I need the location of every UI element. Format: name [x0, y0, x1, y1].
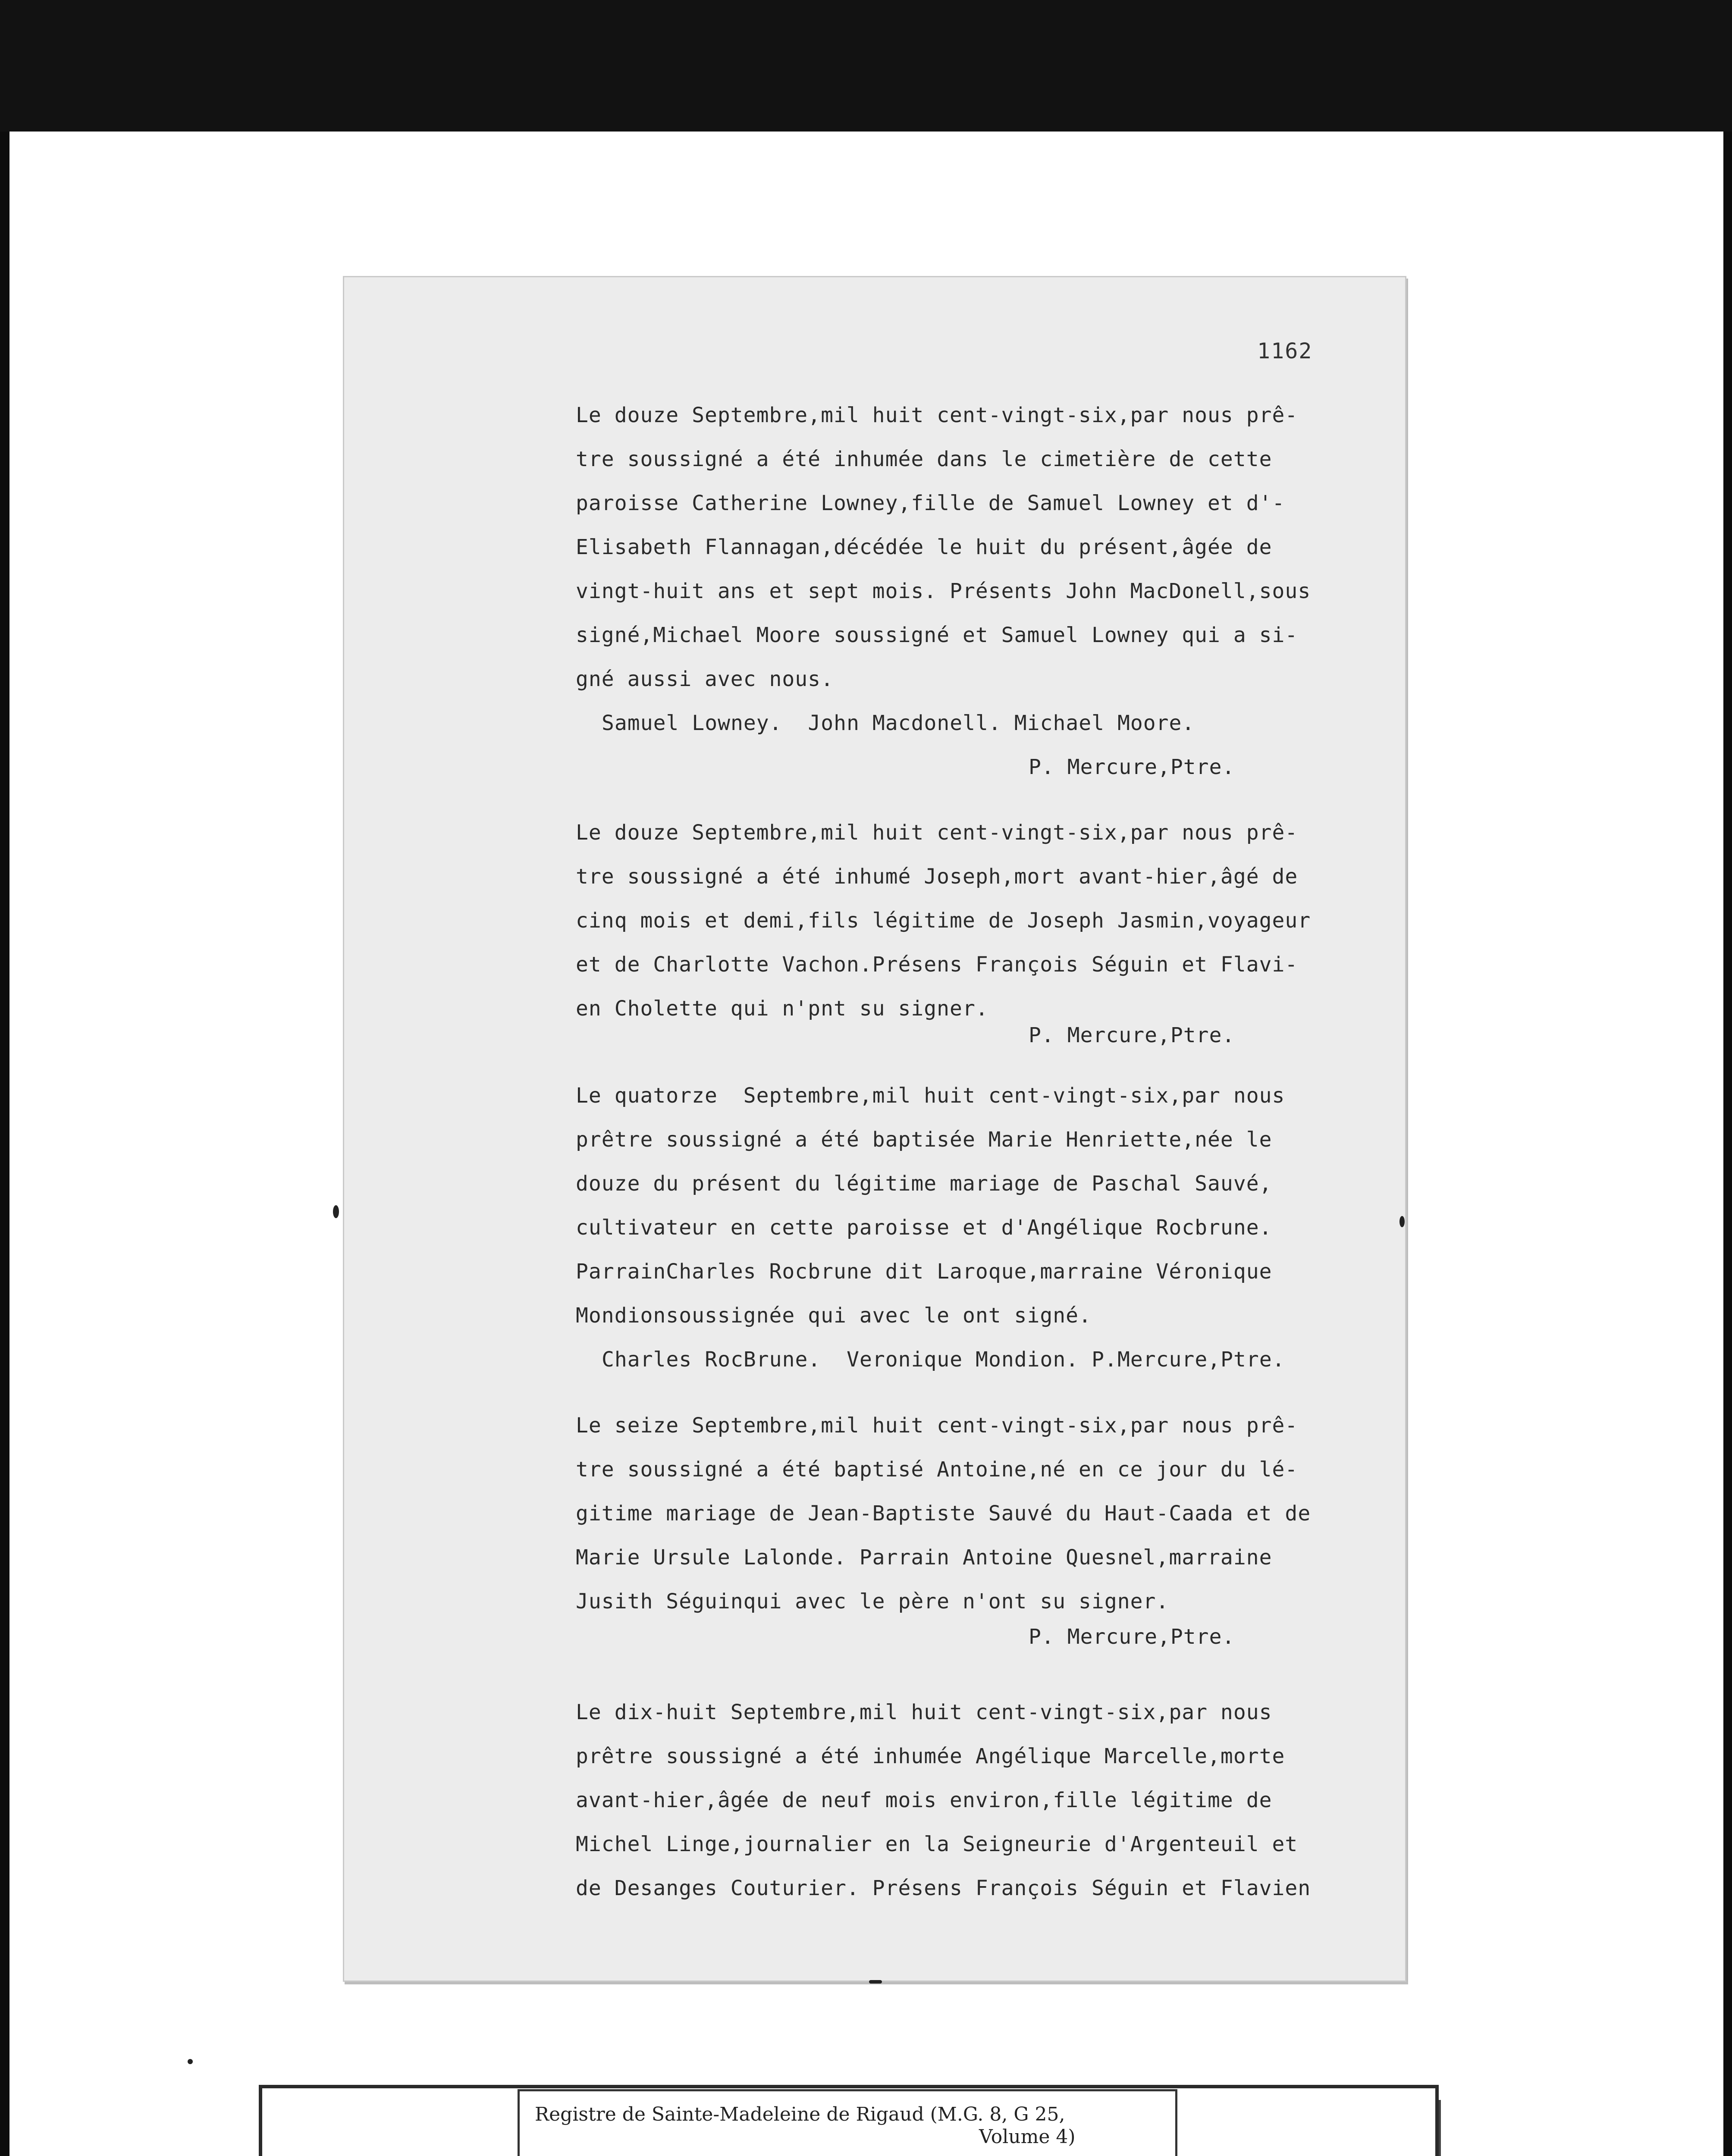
reference-volume: Volume 4) — [979, 2126, 1076, 2148]
register-entry-4 — [576, 1404, 1352, 1659]
entry-line: Le douze Septembre,mil huit cent-vingt-six,par nous prê- — [576, 821, 1298, 845]
entry-line: Le dix-huit Septembre,mil huit cent-vingt-six,par nous — [576, 1700, 1272, 1724]
entry-line: et de Charlotte Vachon.Présens François Séguin et Flavi- — [576, 953, 1298, 977]
scan-top-border — [0, 0, 1732, 132]
priest-signature: P. Mercure,Ptre. — [1029, 1023, 1235, 1047]
register-entry-2 — [576, 811, 1352, 1057]
entry-line: cultivateur en cette paroisse et d'Angélique Rocbrune. — [576, 1216, 1272, 1240]
scan-right-border — [1723, 132, 1732, 2156]
entry-line: tre soussigné a été inhumé Joseph,mort avant-hier,âgé de — [576, 865, 1298, 889]
scan-left-border — [0, 132, 9, 2156]
entry-line: Le quatorze Septembre,mil huit cent-vingt-six,par nous — [576, 1084, 1285, 1108]
register-entry-3 — [576, 1074, 1352, 1382]
entry-line: signé,Michael Moore soussigné et Samuel Lowney qui a si- — [576, 623, 1298, 647]
priest-signature: P. Mercure,Ptre. — [1029, 755, 1235, 779]
register-entry-1 — [576, 393, 1352, 789]
entry-line: gitime mariage de Jean-Baptiste Sauvé du Haut-Caada et de — [576, 1501, 1311, 1526]
entry-line: tre soussigné a été inhumée dans le cimetière de cette — [576, 447, 1272, 471]
scan-speck — [869, 1980, 882, 1984]
entry-line: de Desanges Couturier. Présens François Séguin et Flavien — [576, 1876, 1311, 1900]
entry-line: prêtre soussigné a été inhumée Angélique Marcelle,morte — [576, 1744, 1285, 1768]
scan-speck — [333, 1205, 339, 1218]
entry-line: paroisse Catherine Lowney,fille de Samuel Lowney et d'- — [576, 491, 1285, 515]
entry-line: douze du présent du légitime mariage de Paschal Sauvé, — [576, 1172, 1272, 1196]
entry-line: Le seize Septembre,mil huit cent-vingt-six,par nous prê- — [576, 1413, 1298, 1438]
entry-signatures: Samuel Lowney. John Macdonell. Michael Moore. — [602, 711, 1195, 735]
entry-signatures: Charles RocBrune. Veronique Mondion. P.Mercure,Ptre. — [602, 1348, 1285, 1372]
scan-speck — [1399, 1216, 1405, 1227]
entry-line: Jusith Séguinqui avec le père n'ont su signer. — [576, 1589, 1169, 1614]
entry-line: cinq mois et demi,fils légitime de Joseph Jasmin,voyageur — [576, 909, 1311, 933]
entry-line: avant-hier,âgée de neuf mois environ,fille légitime de — [576, 1788, 1272, 1812]
register-entry-5 — [576, 1690, 1352, 1910]
entry-line: prêtre soussigné a été baptisée Marie Henriette,née le — [576, 1128, 1272, 1152]
entry-line: en Cholette qui n'pnt su signer. — [576, 997, 988, 1021]
entry-line: tre soussigné a été baptisé Antoine,né en ce jour du lé- — [576, 1457, 1298, 1482]
page-number: 1162 — [1257, 338, 1313, 364]
entry-line: ParrainCharles Rocbrune dit Laroque,marraine Véronique — [576, 1260, 1272, 1284]
priest-signature: P. Mercure,Ptre. — [1029, 1625, 1235, 1649]
entry-line: Elisabeth Flannagan,décédée le huit du présent,âgée de — [576, 535, 1272, 559]
entry-line: Le douze Septembre,mil huit cent-vingt-six,par nous prê- — [576, 403, 1298, 427]
scan-speck — [188, 2059, 193, 2064]
entry-line: vingt-huit ans et sept mois. Présents John MacDonell,sous — [576, 579, 1311, 603]
entry-line: Michel Linge,journalier en la Seigneurie d'Argenteuil et — [576, 1832, 1298, 1856]
entry-line: Mondionsoussignée qui avec le ont signé. — [576, 1304, 1092, 1328]
entry-line: Marie Ursule Lalonde. Parrain Antoine Quesnel,marraine — [576, 1545, 1272, 1570]
entry-line: gné aussi avec nous. — [576, 667, 834, 691]
reference-text: Registre de Sainte-Madeleine de Rigaud (M.G. 8, G 25, — [535, 2103, 1065, 2125]
